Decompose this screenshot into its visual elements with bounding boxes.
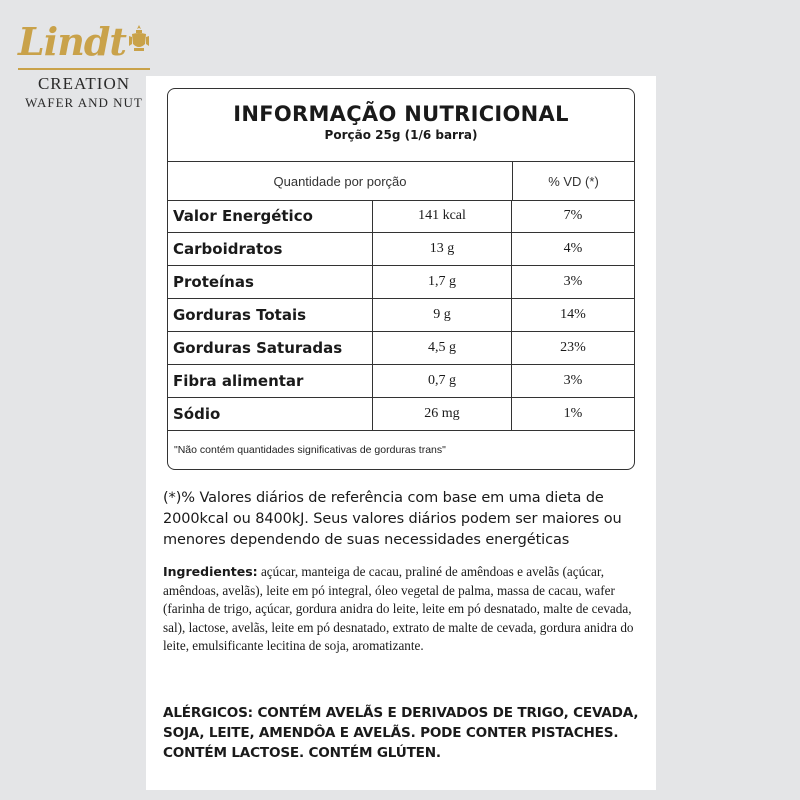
daily-value-footnote: (*)% Valores diários de referência com base em uma dieta de 2000kcal ou 8400kJ. Seus valores diários podem ser maiores ou menores dependendo de suas necessidades energéticas (163, 490, 622, 548)
table-row (168, 299, 634, 332)
label-card (146, 76, 656, 790)
brand-divider (18, 68, 150, 70)
nutrient-quantity: 141 kcal (373, 200, 512, 232)
nutrient-quantity: 1,7 g (373, 266, 512, 298)
brand-block (14, 20, 154, 112)
nutrient-quantity: 13 g (373, 233, 512, 265)
allergens-paragraph: ALÉRGICOS: CONTÉM AVELÃS E DERIVADOS DE TRIGO, CEVADA, SOJA, LEITE, AMENDÔA E AVELÃS. PODE CONTER PISTACHES. CONTÉM LACTOSE. CONTÉM GLÚTEN. (163, 705, 639, 761)
table-row (168, 233, 634, 266)
nutrient-rows (168, 200, 634, 431)
nutrient-name: Gorduras Totais (168, 299, 373, 331)
table-row (168, 398, 634, 431)
ingredients-text: açúcar, manteiga de cacau, praliné de amêndoas e avelãs (açúcar, amêndoas, avelãs), leite em pó integral, óleo vegetal de palma, massa de cacau, wafer (farinha de trigo, açúcar, gordura anidra do leite, leite em pó desnatado, malte de cevada, sal), lactose, avelãs, leite em pó desnatado, extrato de malte de cevada, gordura anidra do leite, emulsificante lecitina de soja, aromatizante. (163, 564, 634, 653)
table-row (168, 332, 634, 365)
nutrient-quantity: 4,5 g (373, 332, 512, 364)
nutrient-name: Valor Energético (168, 200, 373, 232)
table-row (168, 266, 634, 299)
header-vd: % VD (*) (512, 162, 634, 200)
nutrient-name: Gorduras Saturadas (168, 332, 373, 364)
nutrition-table (167, 88, 635, 470)
nutrient-name: Carboidratos (168, 233, 373, 265)
nutrient-vd: 3% (563, 373, 583, 388)
ingredients-label: Ingredientes: (163, 564, 258, 579)
portion-size: Porção 25g (1/6 barra) (324, 128, 478, 142)
brand-line1: CREATION (37, 74, 131, 93)
nutrient-name: Fibra alimentar (168, 365, 373, 397)
trans-fat-note: "Não contém quantidades significativas de gorduras trans" (174, 444, 446, 456)
nutrient-name: Sódio (168, 398, 373, 430)
nutrient-vd: 4% (563, 241, 583, 256)
nutrient-vd: 7% (563, 208, 583, 223)
nutrient-name: Proteínas (168, 266, 373, 298)
nutrient-quantity: 0,7 g (373, 365, 512, 397)
nutrition-title: INFORMAÇÃO NUTRICIONAL (233, 102, 569, 126)
nutrient-vd: 14% (560, 307, 586, 322)
lindt-crest-icon (128, 24, 150, 54)
nutrient-vd: 1% (563, 406, 583, 421)
nutrient-vd: 3% (563, 274, 583, 289)
nutrient-quantity: 26 mg (373, 398, 512, 430)
table-header (168, 161, 634, 201)
table-row (168, 200, 634, 233)
brand-logo: Lindt (18, 19, 126, 64)
brand-line2: WAFER AND NUT (25, 95, 143, 110)
ingredients-paragraph (163, 563, 643, 656)
nutrient-quantity: 9 g (373, 299, 512, 331)
table-row (168, 365, 634, 398)
nutrient-vd: 23% (560, 340, 586, 355)
header-quantity: Quantidade por porção (273, 173, 407, 189)
brand-logo-row (14, 20, 154, 64)
